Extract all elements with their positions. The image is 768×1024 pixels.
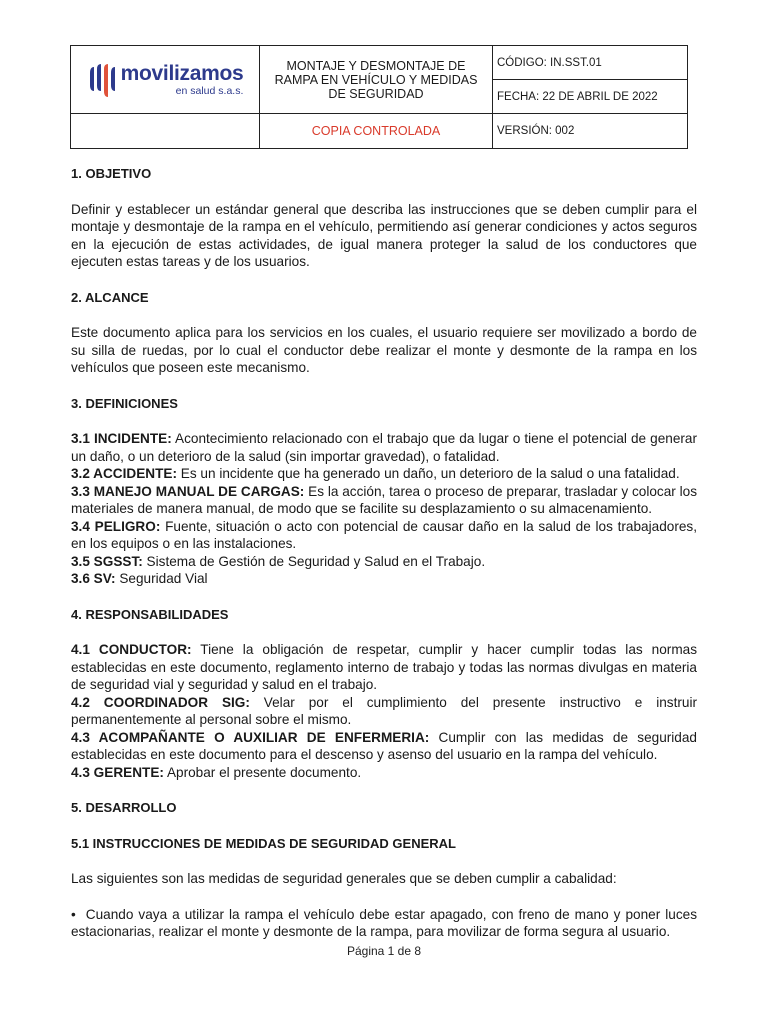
definition-term: 3.5 SGSST:: [71, 553, 143, 569]
definition-text: Sistema de Gestión de Seguridad y Salud en el Trabajo.: [142, 553, 486, 569]
document-title: MONTAJE Y DESMONTAJE DE RAMPA EN VEHÍCULO Y MEDIDAS DE SEGURIDAD: [274, 58, 478, 101]
responsibility-term: 4.3 ACOMPAÑANTE O AUXILIAR DE ENFERMERIA:: [71, 729, 430, 745]
definition-term: 3.3 MANEJO MANUAL DE CARGAS:: [71, 483, 305, 499]
logo-sub-text: en salud s.a.s.: [175, 84, 244, 97]
responsibility-term: 4.3 GERENTE:: [71, 764, 164, 780]
definition-item: [71, 430, 697, 465]
copia-row: [71, 114, 493, 149]
section-intro-text: Las siguientes son las medidas de seguridad generales que se deben cumplir a cabalidad:: [71, 871, 617, 886]
section-heading-responsabilidades: 4. RESPONSABILIDADES: [71, 606, 229, 622]
definition-text: Acontecimiento relacionado con el trabajo que da lugar o tiene el potencial de generar un daño, o un deterioro de la salud (sin importar gravedad), o fatalidad.: [71, 431, 697, 464]
definition-term: 3.1 INCIDENTE:: [71, 431, 172, 446]
responsibility-term: 4.2 COORDINADOR SIG:: [71, 694, 250, 710]
section-heading-objetivo: 1. OBJETIVO: [71, 166, 152, 181]
copia-controlada-label: COPIA CONTROLADA: [311, 124, 441, 138]
definition-item: [71, 570, 697, 588]
responsibility-term: 4.1 CONDUCTOR:: [71, 642, 192, 657]
responsibility-text: Aprobar el presente documento.: [163, 764, 362, 780]
logo-cell: [71, 46, 260, 114]
responsibility-item: [71, 764, 697, 782]
definition-term: 3.6 SV:: [71, 571, 116, 586]
definition-item: [71, 483, 697, 518]
responsibility-text: Tiene la obligación de respetar, cumplir y hacer cumplir todas las normas establecidas en este documento, reglamento interno de trabajo y todas las normas divulgas en materia de seguridad vial y seguridad y salud en el trabajo.: [71, 642, 698, 692]
definition-item: [71, 518, 697, 553]
section-text-objetivo: Definir y establecer un estándar general que describa las instrucciones que se deben cumplir para el montaje y desmontaje de la rampa en el vehículo, permitiendo así generar condiciones y actos seguros en la ejecución de estas actividades, de igual manera proteger la salud de los conductores que ejecuten estas tareas y de los usuarios.: [71, 201, 697, 269]
definition-item: [71, 553, 697, 571]
bullet-icon: •: [71, 906, 76, 922]
definition-text: Es un incidente que ha generado un daño, un deterioro de la salud o una fatalidad.: [177, 466, 680, 481]
document-title-cell: [260, 46, 493, 114]
definition-text: Seguridad Vial: [115, 571, 208, 586]
document-body: [71, 165, 697, 941]
logo-mark-icon: [87, 61, 117, 99]
document-code: CÓDIGO: IN.SST.01: [493, 46, 688, 80]
document-version: VERSIÓN: 002: [493, 114, 688, 149]
bullet-item: [71, 906, 697, 941]
responsibility-text: Velar por el cumplimiento del presente instructivo e instruir permanentemente al personal sobre el mismo.: [71, 694, 697, 727]
page-number: Página 1 de 8: [346, 944, 422, 958]
section-text-alcance: Este documento aplica para los servicios en los cuales, el usuario requiere ser movilizado a bordo de su silla de ruedas, por lo cual el conductor debe realizar el monte y desmonte de la rampa en los vehículos que poseen este mecanismo.: [71, 325, 697, 375]
section-heading-definiciones: 3. DEFINICIONES: [71, 395, 178, 411]
responsibility-item: [71, 729, 697, 764]
section-heading-desarrollo: 5. DESARROLLO: [71, 800, 177, 815]
section-heading-alcance: 2. ALCANCE: [71, 289, 149, 305]
document-date: FECHA: 22 DE ABRIL DE 2022: [493, 80, 688, 114]
logo-brand-text: movilizamos: [120, 61, 244, 85]
responsibility-item: [71, 694, 697, 729]
definition-item: [71, 465, 697, 483]
company-logo: [71, 46, 259, 113]
responsibility-text: Cumplir con las medidas de seguridad establecidas en este documento para el descenso y asenso del usuario en la rampa del vehículo.: [71, 729, 697, 762]
definition-term: 3.4 PELIGRO:: [71, 518, 161, 534]
definition-text: Fuente, situación o acto con potencial de causar daño en la salud de los trabajadores, en los equipos o en las instalaciones.: [71, 518, 697, 551]
document-header: [70, 45, 688, 149]
subsection-heading: 5.1 INSTRUCCIONES DE MEDIDAS DE SEGURIDAD GENERAL: [71, 835, 456, 851]
definition-text: Es la acción, tarea o proceso de preparar, trasladar y colocar los materiales de manera manual, de modo que se facilite su desplazamiento o su almacenamiento.: [71, 483, 697, 516]
responsibility-item: [71, 641, 697, 694]
definition-term: 3.2 ACCIDENTE:: [71, 466, 177, 481]
bullet-text: Cuando vaya a utilizar la rampa el vehículo debe estar apagado, con freno de mano y poner luces estacionarias, realizar el monte y desmonte de la rampa, para movilizar de forma segura al usuario.: [71, 906, 697, 939]
